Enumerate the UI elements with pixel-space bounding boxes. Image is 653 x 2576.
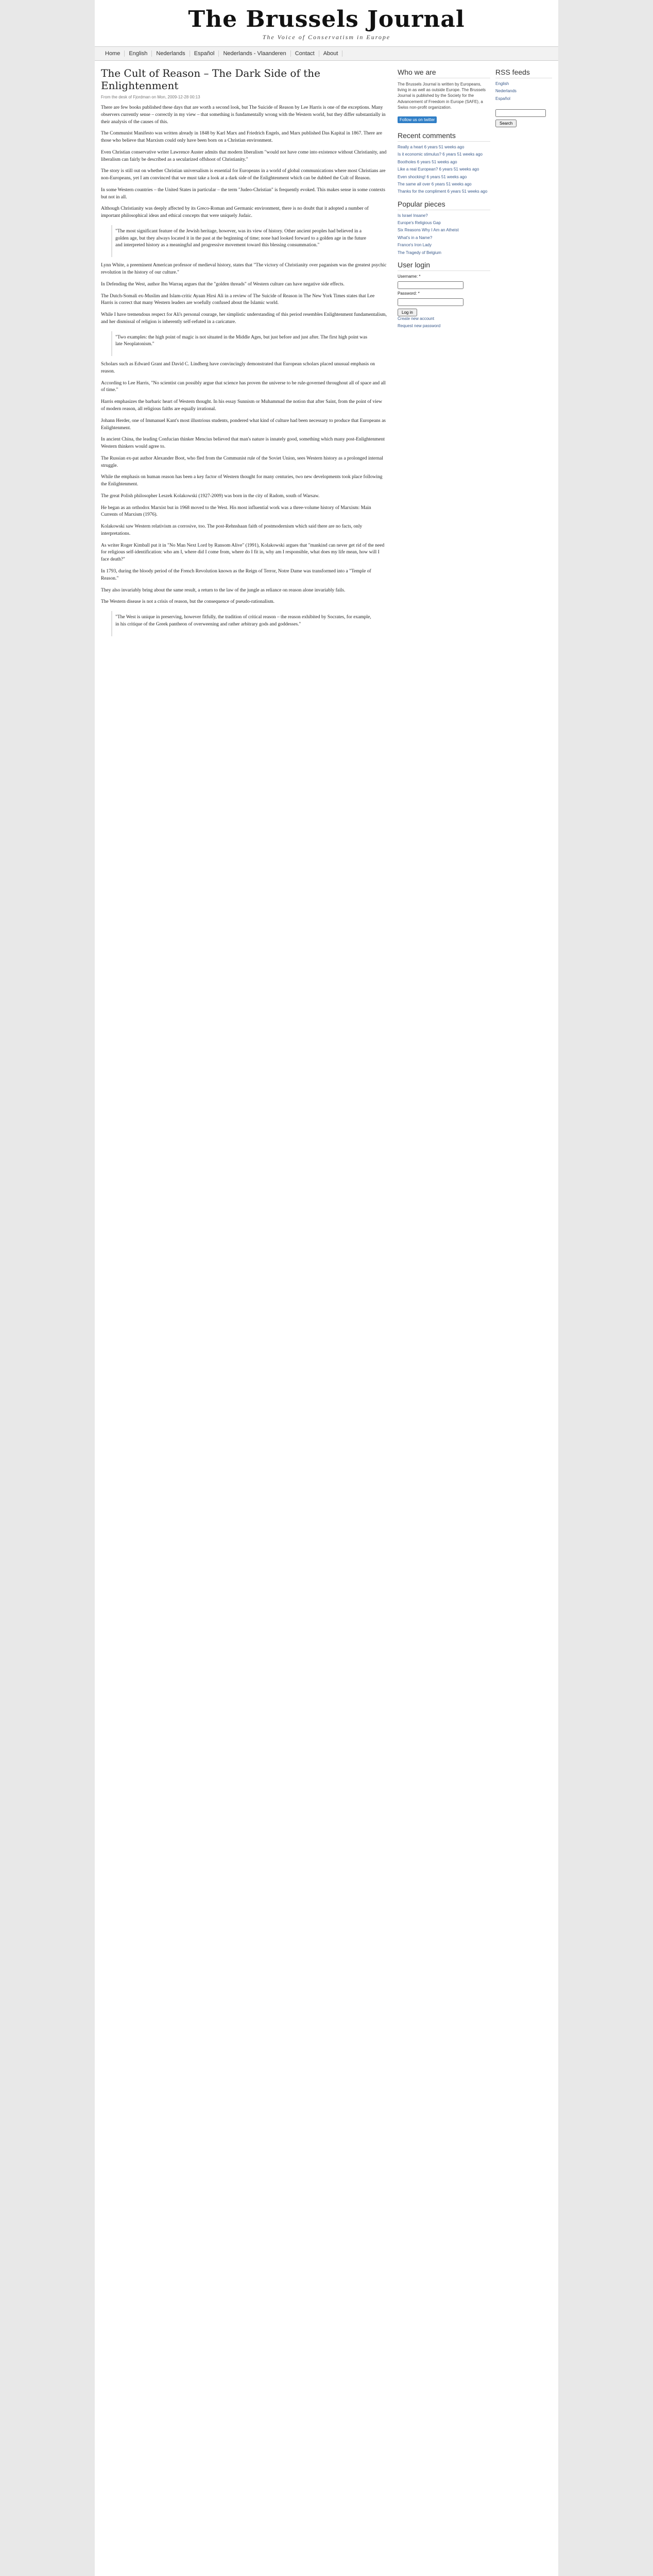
list-item[interactable]: The Tragedy of Belgium — [398, 250, 441, 255]
article-paragraph: Kolakowski saw Western relativism as corrosive, too. The post-Rehnshaan faith of postmodernism which said there are no facts, only interpretations. — [101, 524, 363, 536]
rss-link-nederlands[interactable]: Nederlands — [495, 89, 517, 94]
article-byline: From the desk of Fjordman on Mon, 2009-12-28 00:13 — [101, 95, 200, 99]
search-input[interactable] — [495, 109, 546, 117]
article-paragraph: The Communist Manifesto was written already in 1848 by Karl Marx and Friedrich Engels, and Marx published Das Kapital in 1867. There are those who believe that Marxism could only have been born on a Christian environment. — [101, 131, 382, 144]
recent-comments-list — [398, 145, 490, 195]
popular-list — [398, 213, 490, 256]
nav-contact[interactable]: Contact — [291, 50, 319, 57]
login-heading: User login — [398, 261, 490, 271]
article-paragraph: In some Western countries – the United States in particular – the term "Judeo-Christian" is frequently evoked. This makes sense in some contexts but not in all. — [101, 187, 385, 200]
article-paragraph: The Russian ex-pat author Alexander Boot, who fled from the Communist rule of the Soviet Union, sees Western history as a prolonged internal struggle. — [101, 455, 383, 468]
article-paragraph: The great Polish philosopher Leszek Kolakowski (1927-2009) was born in the city of Radom, south of Warsaw. — [101, 493, 320, 499]
article-paragraph: Harris emphasizes the barbaric heart of Western thought. In his essay Sunnism or Muhammad the notion that after Saint, from the point of view of modern reason, all religious faiths are equally irrational. — [101, 399, 382, 412]
nav-about[interactable]: About — [319, 50, 343, 57]
who-text: The Brussels Journal is written by Europeans, living in as well as outside Europe. The Brussels Journal is published by the Society for the Advancement of Freedom in Europe (SAFE), a Swiss non-profit organization. — [398, 82, 486, 110]
article-paragraph: Even Christian conservative writer Lawrence Auster admits that modern liberalism "would not have come into existence without Christianity, and liberalism can fairly be described as a secularized offshoot of Christianity." — [101, 149, 387, 162]
article-paragraph: In 1793, during the bloody period of the French Revolution known as the Reign of Terror, Notre Dame was transformed into a "Temple of Reason." — [101, 568, 371, 581]
list-item[interactable]: The same all over 6 years 51 weeks ago — [398, 181, 472, 187]
article-paragraph: He began as an orthodox Marxist but in 1968 moved to the West. His most influential work was a three-volume history of Marxism: Main Currents of Marxism (1976). — [101, 505, 371, 518]
masthead — [95, 0, 558, 47]
search-box — [495, 107, 552, 127]
list-item[interactable]: Europe's Religious Gap — [398, 221, 441, 226]
rss-list — [495, 81, 552, 101]
article-paragraph: Johann Herder, one of Immanuel Kant's most illustrious students, pondered what kind of culture had been necessary to produce that Europeans as Enlightenment. — [101, 418, 386, 431]
password-label: Password: * — [398, 291, 420, 296]
article-paragraph: Although Christianity was deeply affected by its Greco-Roman and Germanic environment, there is no doubt that it adopted a number of important philosophical ideas and ethical concepts that were uniquely Judaic. — [101, 206, 369, 219]
article-paragraph: As writer Roger Kimball put it in "No Man Next Lord by Ransom Alive" (1991), Kolakowski argues that "mankind can never get rid of the need for religious self-identification: who am I, where did I come from, where do I fit in, why am I responsible, what does my life mean, how will I face death?" — [101, 543, 385, 563]
list-item[interactable]: What's in a Name? — [398, 235, 433, 240]
request-password-link[interactable]: Request new password — [398, 324, 441, 329]
username-field[interactable] — [398, 281, 463, 289]
quote-text: "The West is unique in preserving, however fitfully, the tradition of critical reason – the reason exhibited by Socrates, for example, in his critique of the Greek pantheon of overweening and rather arbitrary gods and goddesses." — [115, 615, 371, 627]
article-paragraph: The Western disease is not a crisis of reason, but the consequence of pseudo-rationalism. — [101, 599, 275, 605]
article-title: The Cult of Reason – The Dark Side of the Enlightenment — [101, 67, 320, 92]
popular-heading: Popular pieces — [398, 200, 490, 210]
blockquote — [111, 331, 377, 357]
list-item[interactable]: Even shocking! 6 years 51 weeks ago — [398, 174, 467, 179]
blockquote — [111, 225, 377, 257]
article-paragraph: While the emphasis on human reason has been a key factor of Western thought for many centuries, two new developments took place following the Enlightenment. — [101, 474, 383, 487]
article-paragraph: The Dutch-Somali ex-Muslim and Islam-critic Ayaan Hirsi Ali in a review of The Suicide of Reason in The New York Times states that Lee Harris is correct that many Western leaders are woefully confused about the Islamic world. — [101, 293, 375, 306]
login-button[interactable]: Log in — [398, 309, 417, 316]
article-paragraph: Lynn White, a preeminent American professor of medieval history, states that "The victory of Christianity over paganism was the greatest psychic revolution in the history of our culture." — [101, 263, 387, 276]
search-button[interactable]: Search — [495, 120, 517, 127]
list-item[interactable]: Really a heart 6 years 51 weeks ago — [398, 144, 465, 149]
nav-vlaanderen[interactable]: Nederlands - Vlaanderen — [219, 50, 290, 57]
list-item[interactable]: Six Reasons Why I Am an Atheist — [398, 228, 459, 233]
rss-link-english[interactable]: English — [495, 81, 509, 86]
password-field[interactable] — [398, 298, 463, 306]
rss-link-espanol[interactable]: Español — [495, 96, 510, 101]
nav-espanol[interactable]: Español — [190, 50, 219, 57]
article-paragraph: In Defending the West, author Ibn Warraq argues that the "golden threads" of Western culture can have negative side effects. — [101, 281, 345, 287]
twitter-follow-button[interactable]: Follow us on twitter — [398, 116, 437, 123]
quote-text: "The most significant feature of the Jewish heritage, however, was its view of history. Other ancient peoples had believed in a golden age, but they always located it in the past at the beginning of time; none had looked forward to a golden age in the future and interpreted history as a meaningful and progressive movement toward this blessing consummation." — [115, 228, 366, 248]
page — [95, 0, 558, 2576]
site-logo[interactable]: The Brussels Journal — [188, 6, 465, 32]
site-tagline: The Voice of Conservatism in Europe — [262, 33, 391, 41]
username-label: Username: * — [398, 274, 421, 279]
quote-text: "Two examples: the high point of magic is not situated in the Middle Ages, but just before and just after. The first high point was late Neoplatonism." — [115, 334, 368, 347]
article-paragraph: The story is still out on whether Christian universalism is essential for Europeans in a world of global communications where most Christians are non-Europeans, yet I am convinced that we must take a look at a dark side of the Enlightenment which can be dubbed the Cult of Reason. — [101, 168, 386, 181]
article-paragraph: There are few books published these days that are worth a second look, but The Suicide of Reason by Lee Harris is one of the exceptions. Many observers currently sense – correctly in my view – that something is fundamentally wrong with the Western world, but they differ substantially in their analysis of the causes of this. — [101, 105, 386, 125]
rss-heading: RSS feeds — [495, 68, 552, 78]
who-heading: Who we are — [398, 68, 490, 78]
list-item[interactable]: Is Israel Insane? — [398, 213, 428, 218]
login-form — [398, 274, 490, 329]
list-item[interactable]: Like a real European? 6 years 51 weeks ago — [398, 167, 479, 172]
blockquote — [111, 611, 377, 636]
list-item[interactable]: Is it economic stimulus? 6 years 51 weeks ago — [398, 152, 483, 157]
recent-heading: Recent comments — [398, 131, 490, 142]
article-paragraph: According to Lee Harris, "No scientist can possibly argue that science has proven the universe to be rule-governed throughout all of space and all of time." — [101, 380, 386, 393]
article — [101, 65, 398, 641]
create-account-link[interactable]: Create new account — [398, 316, 435, 321]
list-item[interactable]: Bootholes 6 years 51 weeks ago — [398, 159, 457, 164]
article-paragraph: They also invariably bring about the same result, a return to the law of the jungle as reliance on reason alone invariably fails. — [101, 587, 346, 593]
nav-home[interactable]: Home — [101, 50, 125, 57]
article-paragraph: In ancient China, the leading Confucian thinker Mencius believed that man's nature is innately good, something which many post-Enlightenment Western thinkers would agree to. — [101, 437, 385, 450]
nav-nederlands[interactable]: Nederlands — [152, 50, 190, 57]
sidebar — [398, 65, 552, 641]
article-paragraph: Scholars such as Edward Grant and David C. Lindberg have convincingly demonstrated that European scholars placed unusual emphasis on reason. — [101, 362, 375, 374]
list-item[interactable]: France's Iron Lady — [398, 243, 432, 248]
list-item[interactable]: Thanks for the compliment 6 years 51 weeks ago — [398, 189, 488, 194]
nav-english[interactable]: English — [125, 50, 152, 57]
top-nav — [95, 47, 558, 61]
article-paragraph: While I have tremendous respect for Ali's personal courage, her simplistic understanding of this period resembles Enlightenment fundamentalism, and her dismissal of religion is inherently self-refuted in a caricature. — [101, 312, 387, 325]
